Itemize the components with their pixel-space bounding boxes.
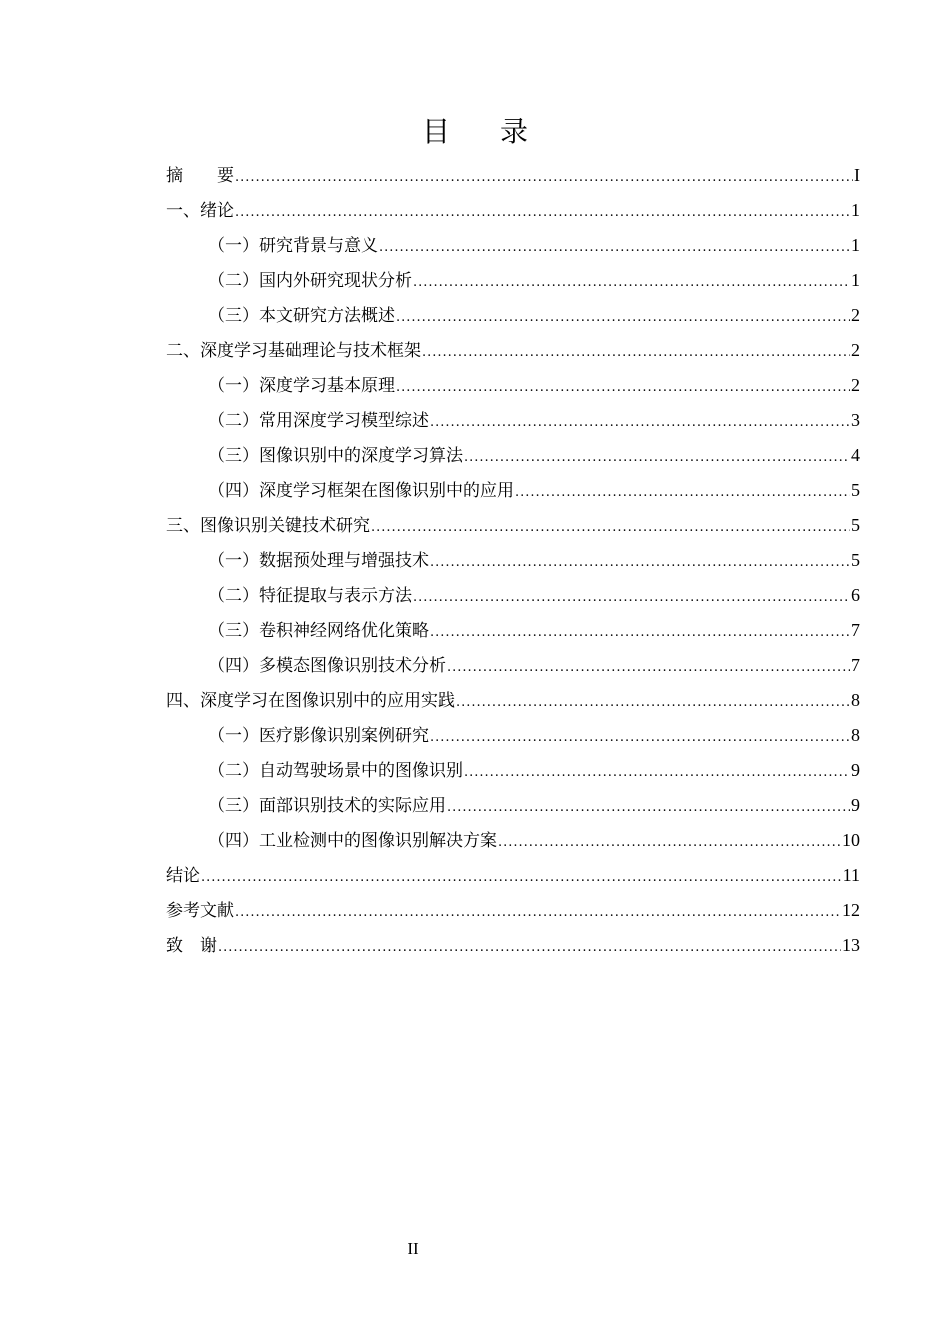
toc-entry-label: 结论 <box>166 866 200 886</box>
toc-leader-dots <box>235 195 850 230</box>
toc-entry-page: 11 <box>842 865 860 885</box>
toc-entry-section-2-4[interactable] <box>166 473 860 508</box>
toc-entry-acknowledgements[interactable] <box>166 928 860 963</box>
toc-leader-dots <box>218 930 841 965</box>
toc-entry-label: （二）常用深度学习模型综述 <box>208 411 429 431</box>
toc-leader-dots <box>464 755 850 790</box>
toc-entry-section-1-1[interactable] <box>166 228 860 263</box>
toc-title-part1: 目 <box>421 115 450 148</box>
toc-entry-page: 1 <box>851 235 860 255</box>
toc-entry-chapter-4[interactable] <box>166 683 860 718</box>
toc-entry-chapter-2[interactable] <box>166 333 860 368</box>
toc-entry-section-2-2[interactable] <box>166 403 860 438</box>
toc-leader-dots <box>396 370 850 405</box>
toc-entry-conclusion[interactable] <box>166 858 860 893</box>
toc-entry-page: 9 <box>851 795 860 815</box>
toc-entry-section-3-3[interactable] <box>166 613 860 648</box>
toc-entry-label: 二、深度学习基础理论与技术框架 <box>166 341 421 361</box>
toc-entry-section-1-3[interactable] <box>166 298 860 333</box>
toc-entry-section-1-2[interactable] <box>166 263 860 298</box>
toc-leader-dots <box>422 335 850 370</box>
toc-leader-dots <box>235 895 841 930</box>
toc-entry-label: 致 谢 <box>166 936 217 956</box>
toc-entry-label: 摘 要 <box>166 166 234 186</box>
toc-entry-section-3-2[interactable] <box>166 578 860 613</box>
toc-entry-label: （三）图像识别中的深度学习算法 <box>208 446 463 466</box>
toc-entry-page: 5 <box>851 515 860 535</box>
toc-entry-section-4-2[interactable] <box>166 753 860 788</box>
toc-entry-label: 四、深度学习在图像识别中的应用实践 <box>166 691 455 711</box>
toc-entry-page: 1 <box>851 200 860 220</box>
toc-entry-page: 5 <box>851 480 860 500</box>
toc-title <box>0 112 950 152</box>
toc-entry-page: 8 <box>851 725 860 745</box>
toc-entry-label: （三）面部识别技术的实际应用 <box>208 796 446 816</box>
toc-entry-abstract[interactable] <box>166 158 860 193</box>
toc-entry-label: （一）数据预处理与增强技术 <box>208 551 429 571</box>
toc-entry-label: （二）自动驾驶场景中的图像识别 <box>208 761 463 781</box>
toc-entry-page: 2 <box>851 305 860 325</box>
toc-entry-page: 2 <box>851 375 860 395</box>
toc-entry-chapter-1[interactable] <box>166 193 860 228</box>
toc-entry-label: 一、绪论 <box>166 201 234 221</box>
toc-leader-dots <box>498 825 841 860</box>
toc-entry-section-2-1[interactable] <box>166 368 860 403</box>
toc-entry-label: 三、图像识别关键技术研究 <box>166 516 370 536</box>
toc-entry-label: （三）本文研究方法概述 <box>208 306 395 326</box>
toc-entry-chapter-3[interactable] <box>166 508 860 543</box>
toc-entry-page: 2 <box>851 340 860 360</box>
toc-leader-dots <box>464 440 850 475</box>
toc-entry-page: 4 <box>851 445 860 465</box>
toc-leader-dots <box>515 475 850 510</box>
toc-entry-section-2-3[interactable] <box>166 438 860 473</box>
toc-entry-label: （二）特征提取与表示方法 <box>208 586 412 606</box>
toc-entry-page: 7 <box>851 655 860 675</box>
page-number: II <box>407 1239 419 1258</box>
toc-entry-page: 13 <box>842 935 860 955</box>
toc-entry-page: 12 <box>842 900 860 920</box>
toc-list <box>166 158 860 963</box>
toc-entry-label: 参考文献 <box>166 901 234 921</box>
toc-entry-section-4-3[interactable] <box>166 788 860 823</box>
toc-entry-page: 8 <box>851 690 860 710</box>
toc-leader-dots <box>396 300 850 335</box>
toc-leader-dots <box>371 510 850 545</box>
toc-entry-section-4-1[interactable] <box>166 718 860 753</box>
toc-leader-dots <box>430 615 850 650</box>
toc-entry-label: （一）深度学习基本原理 <box>208 376 395 396</box>
toc-entry-page: 3 <box>851 410 860 430</box>
toc-leader-dots <box>456 685 850 720</box>
toc-entry-page: 6 <box>851 585 860 605</box>
toc-entry-label: （四）深度学习框架在图像识别中的应用 <box>208 481 514 501</box>
toc-entry-section-3-4[interactable] <box>166 648 860 683</box>
toc-leader-dots <box>447 790 850 825</box>
toc-entry-label: （二）国内外研究现状分析 <box>208 271 412 291</box>
toc-leader-dots <box>430 545 850 580</box>
toc-entry-page: I <box>854 165 860 185</box>
toc-leader-dots <box>430 405 850 440</box>
toc-entry-page: 7 <box>851 620 860 640</box>
toc-entry-label: （一）研究背景与意义 <box>208 236 378 256</box>
toc-entry-section-3-1[interactable] <box>166 543 860 578</box>
toc-leader-dots <box>413 580 850 615</box>
toc-leader-dots <box>447 650 850 685</box>
toc-leader-dots <box>430 720 850 755</box>
toc-title-part2: 录 <box>500 115 529 148</box>
toc-entry-page: 10 <box>842 830 860 850</box>
toc-entry-label: （一）医疗影像识别案例研究 <box>208 726 429 746</box>
toc-entry-page: 5 <box>851 550 860 570</box>
toc-leader-dots <box>379 230 850 265</box>
toc-entry-label: （三）卷积神经网络优化策略 <box>208 621 429 641</box>
toc-entry-label: （四）多模态图像识别技术分析 <box>208 656 446 676</box>
toc-leader-dots <box>413 265 850 300</box>
toc-leader-dots <box>235 160 853 195</box>
toc-entry-page: 1 <box>851 270 860 290</box>
toc-entry-references[interactable] <box>166 893 860 928</box>
toc-entry-section-4-4[interactable] <box>166 823 860 858</box>
toc-entry-page: 9 <box>851 760 860 780</box>
toc-entry-label: （四）工业检测中的图像识别解决方案 <box>208 831 497 851</box>
toc-leader-dots <box>201 860 842 895</box>
